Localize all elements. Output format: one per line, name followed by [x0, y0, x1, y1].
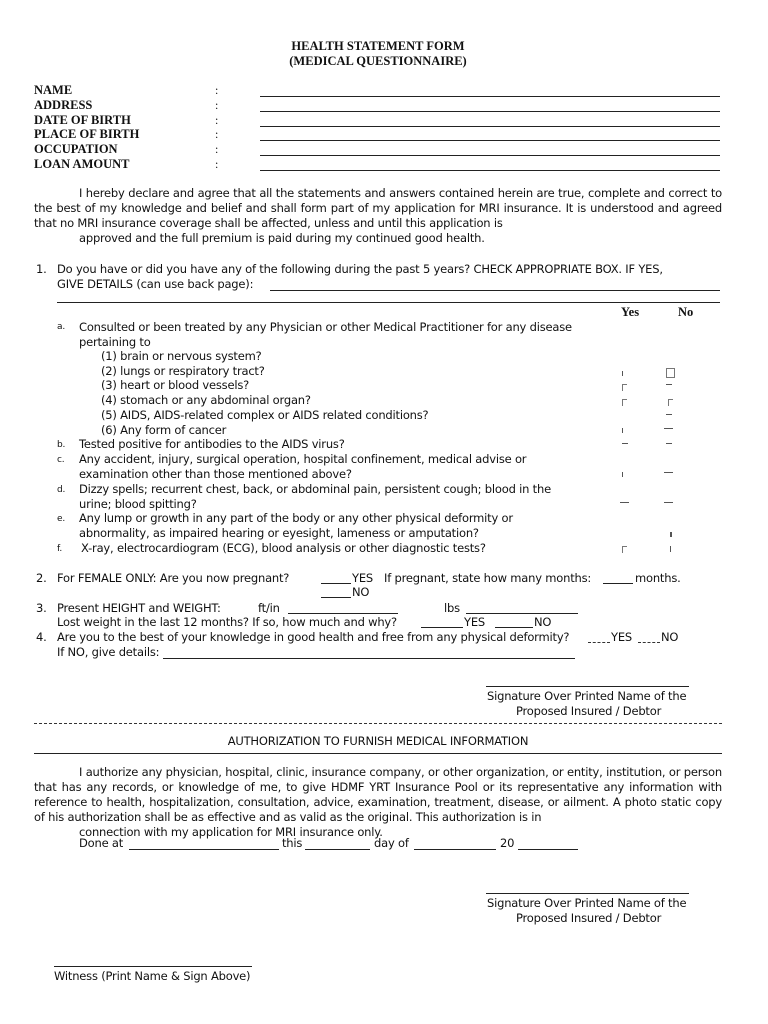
- item-e-letter: e.: [57, 514, 65, 524]
- q1-details-field-2[interactable]: [57, 302, 720, 303]
- authorization-title: AUTHORIZATION TO FURNISH MEDICAL INFORMATION: [227, 734, 529, 748]
- q4-details-label: If NO, give details:: [57, 645, 160, 659]
- signature-2-label: Signature Over Printed Name of the: [487, 896, 687, 910]
- place-of-birth-field[interactable]: [260, 140, 720, 141]
- item-c-letter: c.: [57, 455, 65, 465]
- item-c-text-2: examination other than those mentioned above?: [79, 467, 352, 481]
- checkbox-f-yes[interactable]: [622, 546, 627, 553]
- q3-weight-loss-text: Lost weight in the last 12 months? If so, how much and why?: [57, 615, 397, 629]
- address-label: ADDRESS: [34, 98, 93, 112]
- item-f-text: X-ray, electrocardiogram (ECG), blood analysis or other diagnostic tests?: [81, 541, 486, 555]
- q1-details-field[interactable]: [270, 290, 720, 291]
- this-label: this: [282, 836, 303, 850]
- occupation-field[interactable]: [260, 155, 720, 156]
- address-colon: :: [215, 98, 219, 112]
- q1-number: 1.: [36, 262, 47, 276]
- checkbox-a4-no[interactable]: [668, 399, 673, 406]
- item-b-letter: b.: [57, 440, 66, 450]
- q2-yes-label: YES: [352, 571, 373, 585]
- q2-text: For FEMALE ONLY: Are you now pregnant?: [57, 571, 290, 585]
- q3-ftin-label: ft/in: [258, 601, 280, 615]
- item-e-text: Any lump or growth in any part of the body or any other physical deformity or: [79, 511, 513, 525]
- q2-yes-blank[interactable]: [321, 583, 351, 584]
- cut-line: [34, 723, 722, 724]
- witness-label: Witness (Print Name & Sign Above): [54, 969, 251, 983]
- item-d-text-2: urine; blood spitting?: [79, 497, 197, 511]
- signature-line-2[interactable]: [486, 893, 689, 894]
- checkbox-a2-yes[interactable]: [622, 371, 623, 376]
- checkbox-a2-no[interactable]: [666, 368, 675, 378]
- item-e-text-2: abnormality, as impaired hearing or eyesight, lameness or amputation?: [79, 526, 479, 540]
- declaration-paragraph: [34, 186, 722, 246]
- done-at-label: Done at: [79, 836, 124, 850]
- declaration-text-last: approved and the full premium is paid during my continued good health.: [79, 231, 485, 245]
- checkbox-a5-no[interactable]: [666, 414, 672, 415]
- q3-no-label: NO: [534, 615, 552, 629]
- done-at-field[interactable]: [129, 849, 279, 850]
- signature-2-sublabel: Proposed Insured / Debtor: [516, 911, 662, 925]
- q4-no-blank[interactable]: [638, 642, 660, 643]
- checkbox-a6-yes[interactable]: [622, 428, 623, 433]
- checkbox-a3-yes[interactable]: [622, 384, 627, 391]
- signature-1-sublabel: Proposed Insured / Debtor: [516, 704, 662, 718]
- year-field[interactable]: [518, 849, 578, 850]
- date-of-birth-field[interactable]: [260, 126, 720, 127]
- item-a6-text: (6) Any form of cancer: [101, 423, 227, 437]
- authorization-text-last: connection with my application for MRI insurance only.: [79, 825, 383, 839]
- q3-lbs-label: lbs: [444, 601, 460, 615]
- item-b-text: Tested positive for antibodies to the AIDS virus?: [79, 437, 345, 451]
- loan-amount-colon: :: [215, 157, 219, 171]
- yes-column-header: Yes: [621, 305, 640, 319]
- name-field[interactable]: [260, 96, 720, 97]
- item-d-text: Dizzy spells; recurrent chest, back, or abdominal pain, persistent cough; blood in the: [79, 482, 551, 496]
- q3-no-blank[interactable]: [495, 627, 533, 628]
- item-c-text: Any accident, injury, surgical operation, hospital confinement, medical advise or: [79, 452, 527, 466]
- form-title: HEALTH STATEMENT FORM: [291, 39, 465, 53]
- q2-no-label: NO: [352, 585, 370, 599]
- loan-amount-label: LOAN AMOUNT: [34, 157, 130, 171]
- year-prefix-label: 20: [500, 836, 515, 850]
- q4-number: 4.: [36, 630, 47, 644]
- name-colon: :: [215, 83, 219, 97]
- q3-text: Present HEIGHT and WEIGHT:: [57, 601, 221, 615]
- checkbox-c-no[interactable]: [664, 472, 673, 473]
- occupation-label: OCCUPATION: [34, 142, 118, 156]
- q4-text: Are you to the best of your knowledge in good health and free from any physical deformity?: [57, 630, 570, 644]
- q3-weight-field[interactable]: [466, 613, 578, 614]
- item-a-letter: a.: [57, 322, 65, 332]
- q2-number: 2.: [36, 571, 47, 585]
- checkbox-f-no[interactable]: [670, 546, 671, 552]
- item-a4-text: (4) stomach or any abdominal organ?: [101, 393, 311, 407]
- q4-details-field[interactable]: [163, 658, 575, 659]
- item-d-letter: d.: [57, 485, 66, 495]
- authorization-text: I authorize any physician, hospital, clinic, insurance company, or other organization, or entity, institution, or person that has any records, or knowledge of me, to give HDMF YRT Insurance Pool or its representative any information with reference to health, hospitalization, consultation, advice, examination, treatment, disease, or ailment. A photo static copy of his authorization shall be as effective and as valid as the original. This authorization is in: [34, 765, 722, 824]
- date-of-birth-colon: :: [215, 113, 219, 127]
- checkbox-b-yes[interactable]: [622, 443, 628, 444]
- q3-yes-blank[interactable]: [421, 627, 463, 628]
- q3-yes-label: YES: [464, 615, 485, 629]
- checkbox-e-no[interactable]: [670, 532, 672, 537]
- month-field[interactable]: [414, 849, 496, 850]
- place-of-birth-colon: :: [215, 127, 219, 141]
- item-a1-text: (1) brain or nervous system?: [101, 349, 262, 363]
- q2-months-label: months.: [635, 571, 681, 585]
- declaration-text: I hereby declare and agree that all the statements and answers contained herein are true, complete and correct to the best of my knowledge and belief and shall form part of my application for MRI insurance. It is understood and agreed that no MRI insurance coverage shall be affected, unless and until this application is: [34, 186, 722, 230]
- q4-yes-blank[interactable]: [588, 642, 610, 643]
- day-of-label: day of: [374, 836, 409, 850]
- q2-no-blank[interactable]: [321, 597, 351, 598]
- item-a-text: Consulted or been treated by any Physician or other Medical Practitioner for any disease: [79, 320, 572, 334]
- item-a-text-2: pertaining to: [79, 335, 151, 349]
- signature-1-label: Signature Over Printed Name of the: [487, 689, 687, 703]
- checkbox-a3-no[interactable]: [666, 384, 672, 385]
- name-label: NAME: [34, 83, 73, 97]
- loan-amount-field[interactable]: [260, 170, 720, 171]
- checkbox-b-no[interactable]: [666, 443, 672, 444]
- witness-signature-line[interactable]: [54, 966, 252, 967]
- q3-height-field[interactable]: [288, 613, 398, 614]
- q4-no-label: NO: [661, 630, 679, 644]
- q1-text: Do you have or did you have any of the following during the past 5 years? CHECK APPROPRIATE BOX. IF YES,: [57, 262, 663, 276]
- address-field[interactable]: [260, 111, 720, 112]
- checkbox-c-yes[interactable]: [622, 472, 623, 477]
- form-subtitle: (MEDICAL QUESTIONNAIRE): [289, 54, 467, 68]
- q2-months-question: If pregnant, state how many months:: [384, 571, 592, 585]
- checkbox-d-no[interactable]: [664, 502, 673, 503]
- signature-line-1[interactable]: [486, 686, 689, 687]
- authorization-paragraph: [34, 765, 722, 840]
- checkbox-d-yes[interactable]: [620, 502, 629, 503]
- item-f-letter: f.: [57, 544, 62, 554]
- checkbox-a4-yes[interactable]: [622, 399, 627, 406]
- authorization-divider: [34, 753, 722, 754]
- q4-yes-label: YES: [611, 630, 632, 644]
- item-a3-text: (3) heart or blood vessels?: [101, 378, 250, 392]
- day-field[interactable]: [305, 849, 370, 850]
- no-column-header: No: [678, 305, 694, 319]
- occupation-colon: :: [215, 142, 219, 156]
- q2-months-field[interactable]: [603, 583, 633, 584]
- q3-number: 3.: [36, 601, 47, 615]
- date-of-birth-label: DATE OF BIRTH: [34, 113, 131, 127]
- place-of-birth-label: PLACE OF BIRTH: [34, 127, 140, 141]
- item-a2-text: (2) lungs or respiratory tract?: [101, 364, 265, 378]
- item-a5-text: (5) AIDS, AIDS-related complex or AIDS related conditions?: [101, 408, 429, 422]
- checkbox-a6-no[interactable]: [664, 428, 673, 429]
- q1-details-label: GIVE DETAILS (can use back page):: [57, 277, 254, 291]
